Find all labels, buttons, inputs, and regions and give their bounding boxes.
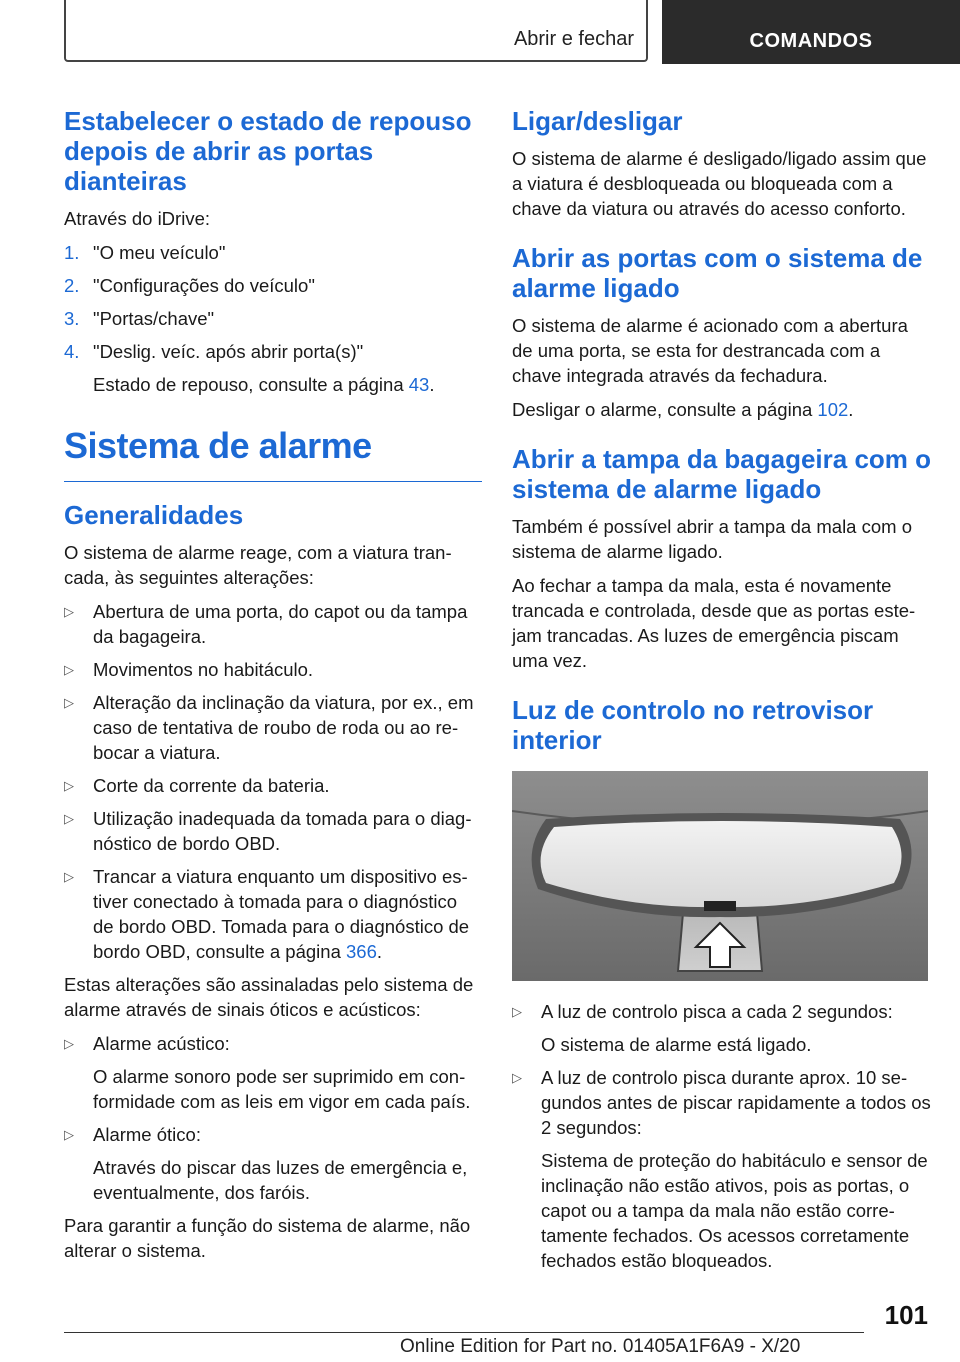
signals-intro: Estas alterações são assinaladas pelo sistema de alarme através de sinais óticos e acústicos: (64, 974, 474, 1020)
page-link-366[interactable]: 366 (346, 941, 377, 962)
section-title-on-off: Ligar/desligar (512, 106, 683, 136)
list-item: ▷ Alarme acústico: O alarme sonoro pode ser suprimido em conformidade com as leis em vigor em cada país. (64, 1033, 471, 1112)
list-item: ▷ Abertura de uma porta, do capot ou da tampa da bagageira. (64, 601, 468, 647)
triangle-bullet-icon: ▷ (64, 1036, 74, 1051)
triangle-bullet-icon: ▷ (64, 778, 74, 793)
triangle-bullet-icon: ▷ (512, 1004, 522, 1019)
section-title-open-tailgate: Abrir a tampa da bagageira com o sistema de alarme ligado (512, 444, 932, 504)
list-item: ▷ Utilização inadequada da tomada para o diagnóstico de bordo OBD. (64, 808, 472, 854)
list-item: ▷ Movimentos no habitáculo. (64, 659, 314, 680)
step-4-note: Estado de repouso, consulte a página 43. (93, 374, 435, 395)
list-item: ▷ Alarme ótico: Através do piscar das luzes de emergência e, eventualmente, dos faróis. (64, 1124, 468, 1203)
section-title-open-doors: Abrir as portas com o sistema de alarme ligado (512, 243, 923, 303)
footer-edition: Online Edition for Part no. 01405A1F6A9 - X/20 (400, 1336, 801, 1357)
list-item: ▷ Alteração da inclinação da viatura, por ex., em caso de tentativa de roubo de roda ou ao rebocar a viatura. (64, 692, 474, 763)
step-item: 3. "Portas/chave" (64, 308, 215, 329)
section-title-general: Generalidades (64, 500, 244, 530)
list-item: ▷ Corte da corrente da bateria. (64, 775, 330, 796)
tailgate-text-2: Ao fechar a tampa da mala, esta é novamente trancada e controlada, desde que as portas estejam trancadas. As luzes de emergência piscam uma vez. (512, 575, 916, 671)
section-title-rest-state: Estabelecer o estado de repouso depois de abrir as portas dianteiras (64, 106, 472, 196)
mirror-light-list (512, 999, 932, 1273)
step-item: 1. "O meu veículo" (64, 242, 226, 263)
list-item: ▷ Trancar a viatura enquanto um dispositivo estiver conectado à tomada para o diagnóstico de bordo OBD. Tomada para o diagnóstico de bordo OBD, consulte a página 366. (64, 866, 470, 962)
idrive-steps (64, 240, 482, 397)
triangle-bullet-icon: ▷ (64, 811, 74, 826)
closing-note: Para garantir a função do sistema de alarme, não alterar o sistema. (64, 1215, 471, 1261)
on-off-text: O sistema de alarme é desligado/ligado assim que a viatura é desbloqueada ou bloqueada com a chave da viatura ou através do acesso conforto. (512, 148, 927, 219)
right-column (512, 100, 932, 1281)
footer-divider (64, 1332, 864, 1333)
step-item: 2. "Configurações do veículo" (64, 275, 315, 296)
triangle-bullet-icon: ▷ (512, 1070, 522, 1085)
triangle-bullet-icon: ▷ (64, 695, 74, 710)
triangle-bullet-icon: ▷ (64, 604, 74, 619)
general-intro: O sistema de alarme reage, com a viatura trancada, às seguintes alterações: (64, 542, 452, 588)
idrive-intro: Através do iDrive: (64, 208, 210, 229)
section-title-mirror-light: Luz de controlo no retrovisor interior (512, 695, 874, 755)
rear-view-mirror-illustration (512, 771, 928, 981)
left-column (64, 100, 482, 1272)
open-doors-text: O sistema de alarme é acionado com a abertura de uma porta, se esta for destrancada com a chave integrada através da fechadura. (512, 315, 908, 386)
list-item: ▷ A luz de controlo pisca durante aprox. 10 segundos antes de piscar rapidamente a todos os 2 segundos: Sistema de proteção do habitáculo e sensor de inclinação não estão ativos, pois as portas, o capot ou a tampa da mala não estão corretamente fechados. Os acessos corretamente fechados estão bloqueados. (512, 1067, 931, 1271)
header-chapter-tab: COMANDOS (662, 0, 960, 64)
page-link-43[interactable]: 43 (408, 374, 430, 395)
triangle-bullet-icon: ▷ (64, 662, 74, 677)
tailgate-text-1: Também é possível abrir a tampa da mala com o sistema de alarme ligado. (512, 516, 912, 562)
chapter-title-alarm-system: Sistema de alarme (64, 425, 482, 482)
page-number: 101 (884, 1300, 928, 1330)
alarm-signals-list (64, 1031, 482, 1205)
alarm-triggers-list (64, 599, 482, 964)
disable-alarm-ref: Desligar o alarme, consulte a página 102. (512, 399, 854, 420)
triangle-bullet-icon: ▷ (64, 1127, 74, 1142)
step-item: 4. "Deslig. veíc. após abrir porta(s)" Estado de repouso, consulte a página 43. (64, 339, 482, 397)
header-section-title: Abrir e fechar (513, 28, 634, 50)
list-item: ▷ A luz de controlo pisca a cada 2 segundos: O sistema de alarme está ligado. (512, 1001, 893, 1055)
page-link-102[interactable]: 102 (817, 399, 849, 420)
triangle-bullet-icon: ▷ (64, 869, 74, 884)
